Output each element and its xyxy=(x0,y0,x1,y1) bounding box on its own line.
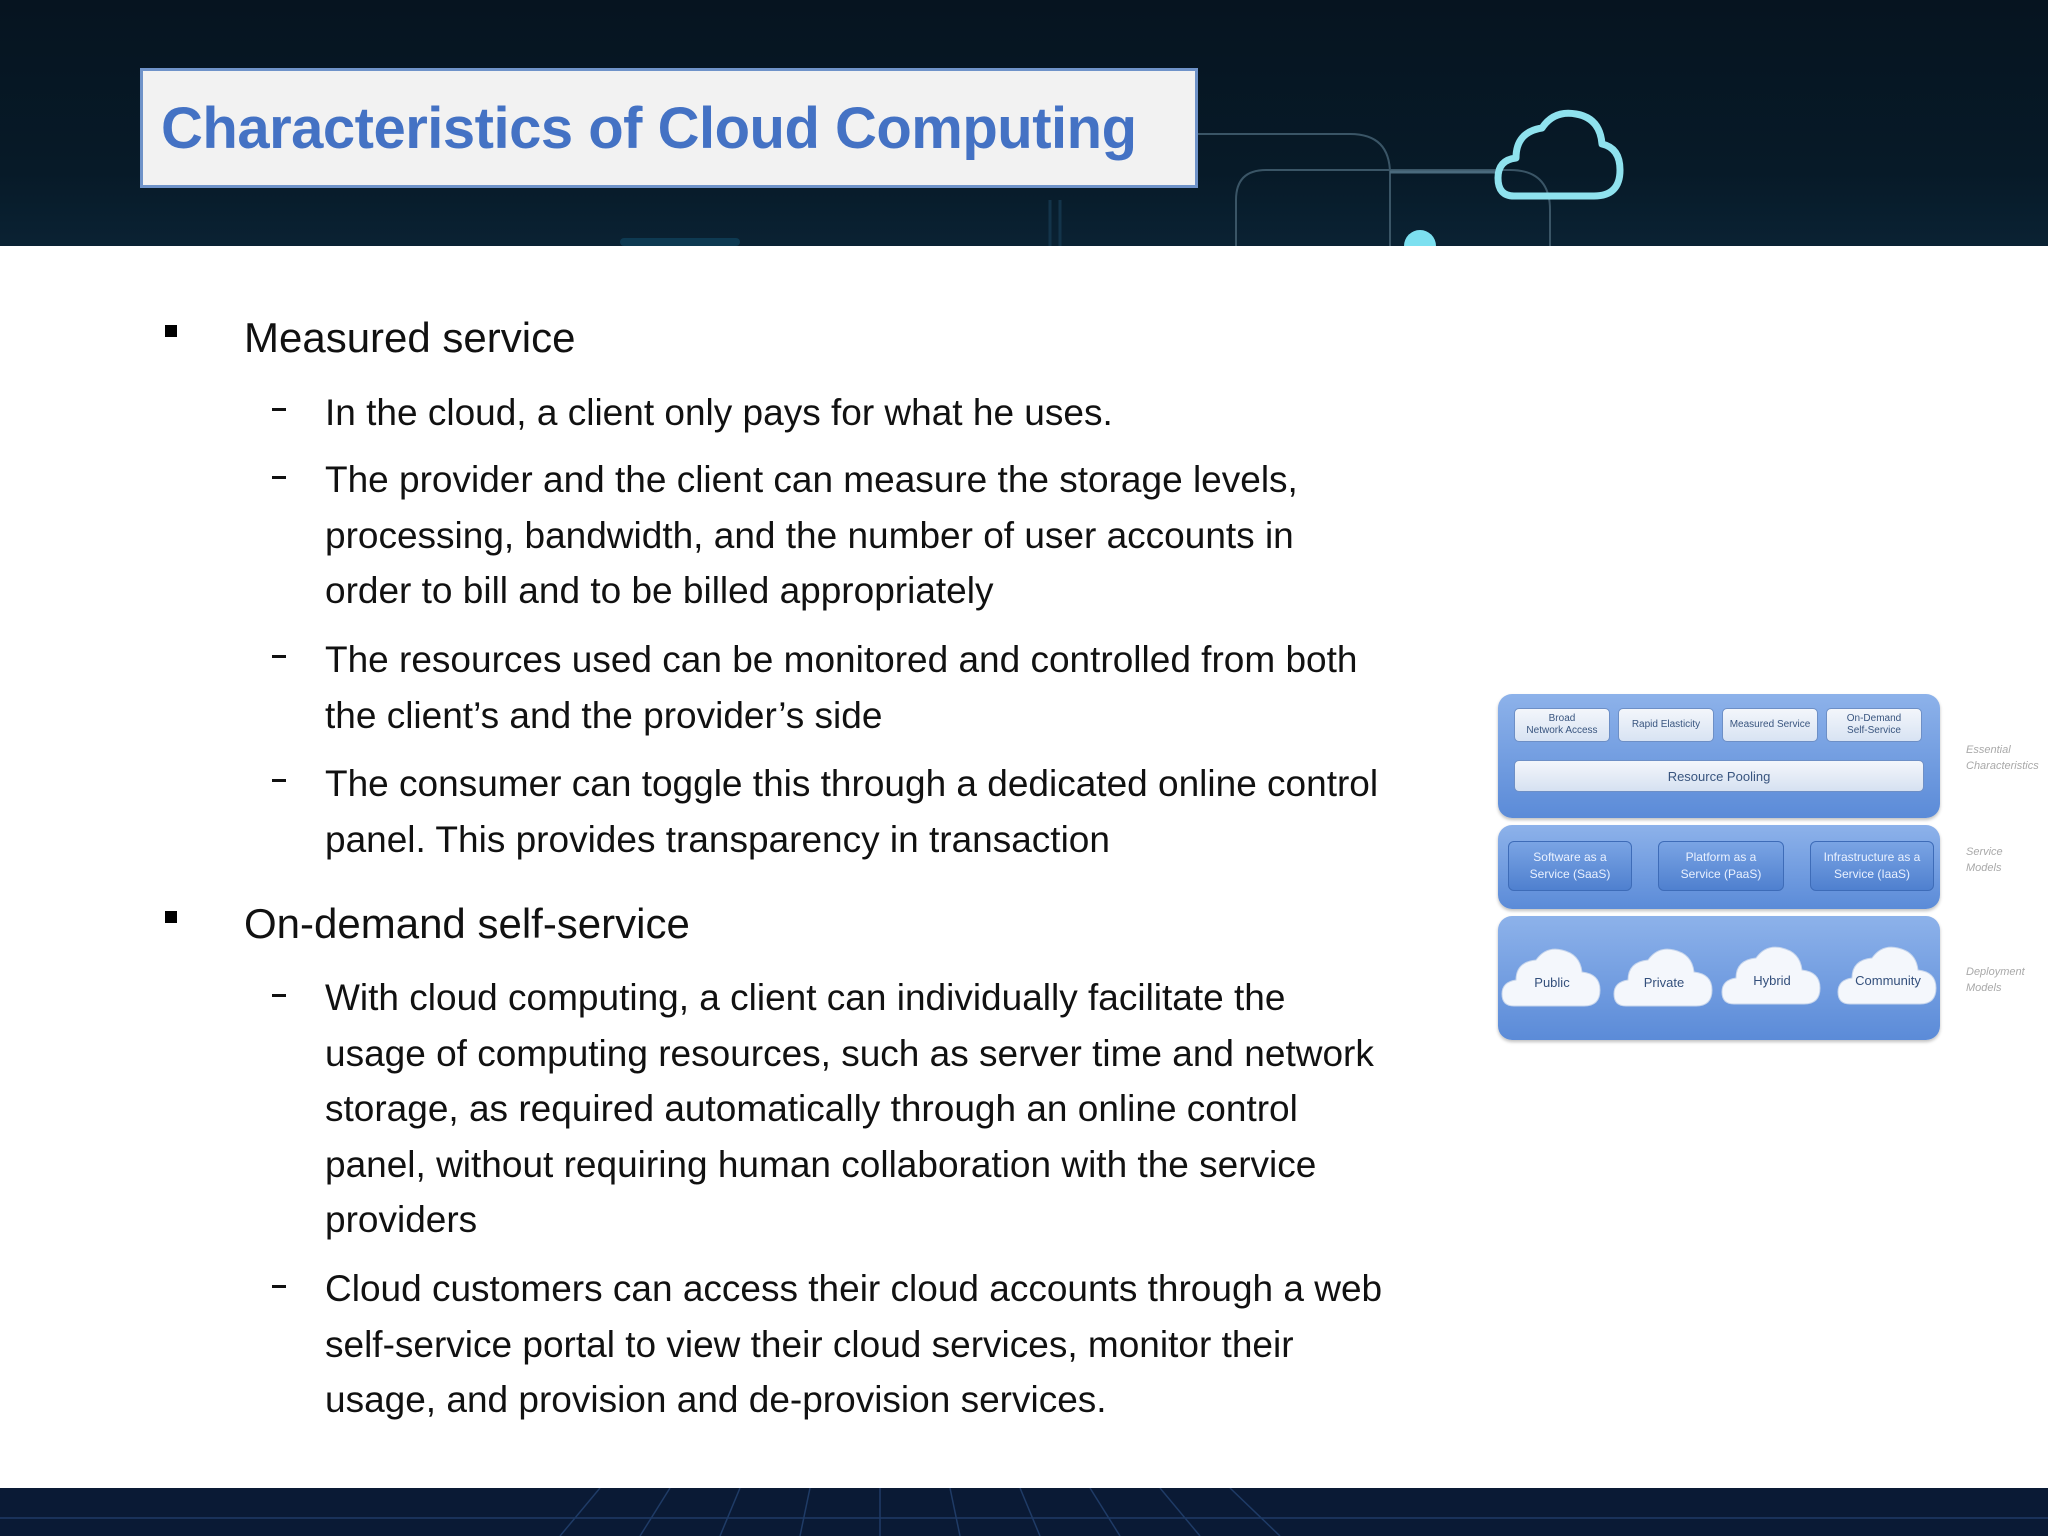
footer-banner xyxy=(0,1488,2048,1536)
dash-bullet-icon xyxy=(272,994,286,997)
chip-saas: Software as a Service (SaaS) xyxy=(1508,841,1632,891)
chip-resource-pooling: Resource Pooling xyxy=(1514,760,1924,792)
deployment-models-band xyxy=(1498,916,1940,1040)
service-models-band xyxy=(1498,825,1940,909)
chip-rapid-elasticity: Rapid Elasticity xyxy=(1618,708,1714,742)
dash-bullet-icon xyxy=(272,779,286,782)
dash-bullet-icon xyxy=(272,476,286,479)
square-bullet-icon xyxy=(165,325,177,337)
grid-decoration xyxy=(0,1488,2048,1536)
label-deployment-models: Deployment Models xyxy=(1966,966,2025,994)
chip-on-demand-self-service: On-Demand Self-Service xyxy=(1826,708,1922,742)
bullet-heading: On-demand self-service xyxy=(244,900,690,947)
bullet-heading: Measured service xyxy=(244,314,576,361)
label-service-models: Service Models xyxy=(1966,846,2003,874)
title-box xyxy=(140,68,1198,188)
essential-characteristics-band xyxy=(1498,694,1940,818)
chip-measured-service: Measured Service xyxy=(1722,708,1818,742)
sub-point: Cloud customers can access their cloud accounts through a web self-service portal to view their cloud services, monitor their usage, and provision and de-provision services. xyxy=(325,1268,1383,1420)
dash-bullet-icon xyxy=(272,655,286,658)
chip-paas: Platform as a Service (PaaS) xyxy=(1658,841,1784,891)
sub-point: The resources used can be monitored and controlled from both the client’s and the provider’s side xyxy=(325,639,1358,736)
sub-point: In the cloud, a client only pays for what he uses. xyxy=(325,392,1113,433)
sub-point: With cloud computing, a client can individually facilitate the usage of computing resources, such as server time and network storage, as required automatically through an online control panel, without requiring human collaboration with the service providers xyxy=(325,977,1374,1240)
cloud-label-community: Community xyxy=(1855,973,1921,988)
chip-broad-network-access: Broad Network Access xyxy=(1514,708,1610,742)
cloud-model-diagram xyxy=(1496,692,2048,1044)
header-banner xyxy=(0,0,2048,246)
dash-bullet-icon xyxy=(272,408,286,411)
sub-point: The provider and the client can measure the storage levels, processing, bandwidth, and the number of user accounts in order to bill and to be billed appropriately xyxy=(325,459,1298,611)
dash-bullet-icon xyxy=(272,1285,286,1288)
cloud-label-public: Public xyxy=(1534,975,1570,990)
cloud-label-hybrid: Hybrid xyxy=(1753,973,1791,988)
sub-point: The consumer can toggle this through a dedicated online control panel. This provides transparency in transaction xyxy=(325,763,1379,860)
chip-iaas: Infrastructure as a Service (IaaS) xyxy=(1810,841,1934,891)
cloud-icon xyxy=(1494,104,1624,204)
square-bullet-icon xyxy=(165,911,177,923)
slide-title: Characteristics of Cloud Computing xyxy=(161,95,1137,161)
cloud-label-private: Private xyxy=(1643,975,1685,990)
label-essential-characteristics: Essential Characteristics xyxy=(1966,744,2039,772)
